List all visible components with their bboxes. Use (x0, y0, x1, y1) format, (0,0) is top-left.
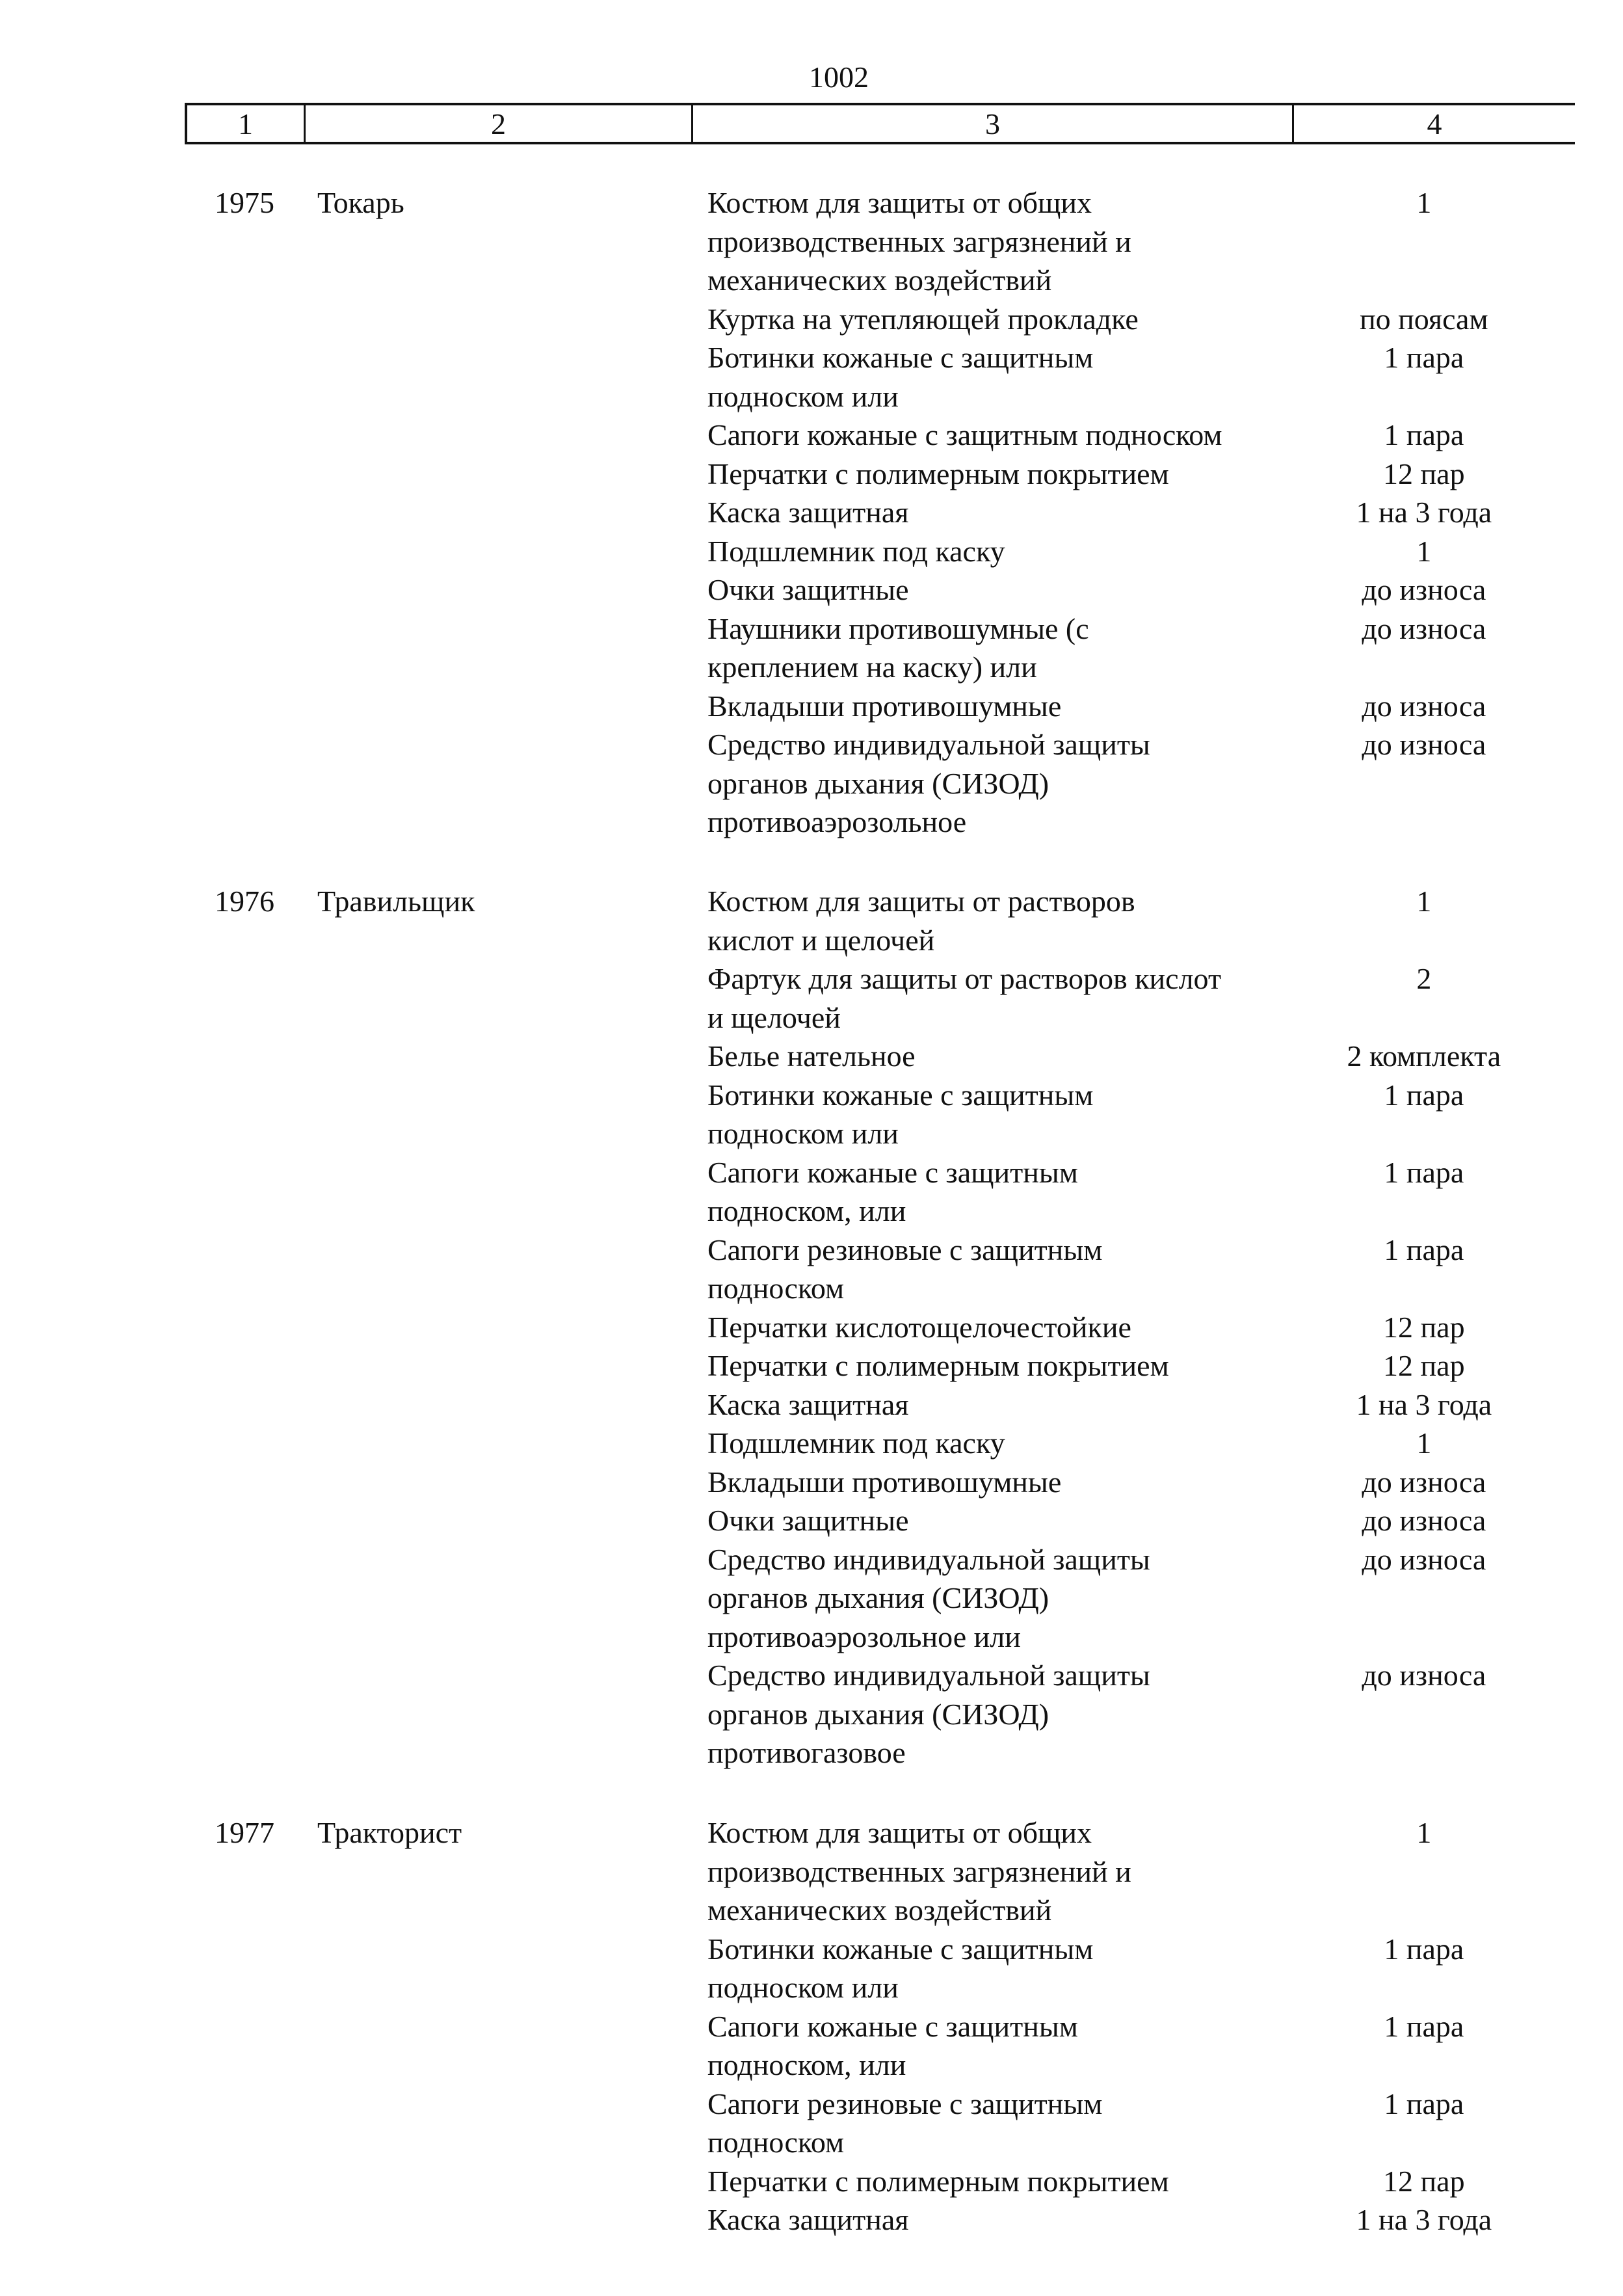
issue-norm: 12 пар (1383, 2164, 1465, 2198)
issue-norm: 1 пара (1384, 1155, 1464, 1189)
issue-norm: до износа (1362, 573, 1486, 606)
issue-norm: 1 пара (1384, 341, 1464, 374)
profession-name: Травильщик (317, 885, 475, 918)
equipment-name: Средство индивидуальной защиты органов дыхания (СИЗОД) противоаэрозольное (707, 728, 1150, 838)
equipment-name: Сапоги кожаные с защитным подноском, или (707, 1155, 1078, 1227)
equipment-row (707, 1813, 1553, 1930)
equipment-row (707, 725, 1553, 842)
issue-norm: до износа (1362, 1504, 1486, 1537)
equipment-name: Ботинки кожаные с защитным подноском или (707, 1078, 1094, 1150)
equipment-row (707, 416, 1553, 455)
issue-norm: 1 пара (1384, 1078, 1464, 1112)
equipment-name: Перчатки с полимерным покрытием (707, 2164, 1169, 2198)
equipment-name: Ботинки кожаные с защитным подноском или (707, 341, 1094, 413)
equipment-name: Сапоги резиновые с защитным подноском (707, 2087, 1103, 2159)
equipment-name: Сапоги кожаные с защитным подноском, или (707, 2009, 1078, 2081)
equipment-name: Сапоги кожаные с защитным подноском (707, 418, 1222, 451)
equipment-name: Очки защитные (707, 573, 909, 606)
issue-norm: 2 комплекта (1347, 1039, 1501, 1073)
issue-norm: до износа (1362, 1542, 1486, 1576)
equipment-name: Куртка на утепляющей прокладке (707, 302, 1139, 336)
issue-norm: 2 (1416, 962, 1432, 995)
equipment-name: Каска защитная (707, 496, 909, 529)
equipment-name: Вкладыши противошумные (707, 689, 1062, 723)
issue-norm: 1 пара (1384, 2009, 1464, 2043)
table-header (185, 103, 1575, 144)
issue-norm: 1 пара (1384, 418, 1464, 451)
issue-norm: до износа (1362, 1465, 1486, 1499)
header-col-4: 4 (1427, 107, 1442, 140)
equipment-name: Наушники противошумные (с креплением на каску) или (707, 611, 1089, 684)
equipment-name: Перчатки с полимерным покрытием (707, 1349, 1169, 1382)
equipment-row (707, 1385, 1553, 1424)
issue-norm: до износа (1362, 611, 1486, 645)
profession-code: 1976 (215, 885, 274, 918)
equipment-list (707, 183, 1553, 842)
issue-norm: 12 пар (1383, 457, 1465, 490)
issue-norm: 1 на 3 года (1356, 1387, 1492, 1421)
equipment-name: Сапоги резиновые с защитным подноском (707, 1233, 1103, 1305)
equipment-row (707, 1308, 1553, 1347)
issue-norm: до износа (1362, 689, 1486, 723)
equipment-row (707, 532, 1553, 571)
equipment-name: Подшлемник под каску (707, 534, 1005, 568)
issue-norm: 1 (1416, 885, 1432, 918)
issue-norm: 1 пара (1384, 1233, 1464, 1266)
header-col-3: 3 (693, 105, 1294, 142)
equipment-row (707, 1231, 1553, 1308)
equipment-name: Белье нательное (707, 1039, 916, 1073)
equipment-row (707, 1153, 1553, 1231)
header-col-2: 2 (306, 105, 693, 142)
equipment-row (707, 2007, 1553, 2085)
equipment-row (707, 300, 1553, 339)
equipment-row (707, 1501, 1553, 1540)
issue-norm: 1 на 3 года (1356, 496, 1492, 529)
equipment-name: Вкладыши противошумные (707, 1465, 1062, 1499)
equipment-row (707, 609, 1553, 687)
equipment-list (707, 882, 1553, 1772)
equipment-row (707, 2200, 1553, 2239)
issue-norm: 12 пар (1383, 1349, 1465, 1382)
profession-code: 1975 (215, 186, 274, 219)
page-number: 1002 (809, 60, 869, 94)
issue-norm: 12 пар (1383, 1310, 1465, 1344)
issue-norm: до износа (1362, 728, 1486, 761)
equipment-row (707, 2085, 1553, 2162)
equipment-name: Костюм для защиты от общих производственных загрязнений и механических воздействий (707, 186, 1131, 297)
issue-norm: до износа (1362, 1659, 1486, 1692)
issue-norm: 1 (1416, 186, 1432, 219)
equipment-list (707, 1813, 1553, 2239)
equipment-row (707, 1930, 1553, 2007)
equipment-row (707, 1656, 1553, 1772)
equipment-row (707, 1076, 1553, 1153)
equipment-name: Очки защитные (707, 1504, 909, 1537)
equipment-row (707, 1463, 1553, 1502)
equipment-row (707, 338, 1553, 416)
equipment-name: Ботинки кожаные с защитным подноском или (707, 1932, 1094, 2004)
equipment-row (707, 1037, 1553, 1076)
header-col-1: 1 (187, 105, 306, 142)
equipment-name: Фартук для защиты от растворов кислот и щелочей (707, 962, 1222, 1034)
equipment-name: Подшлемник под каску (707, 1426, 1005, 1460)
profession-name: Токарь (317, 186, 404, 219)
issue-norm: по поясам (1360, 302, 1488, 336)
equipment-name: Средство индивидуальной защиты органов дыхания (СИЗОД) противогазовое (707, 1659, 1150, 1769)
equipment-row (707, 1424, 1553, 1463)
equipment-row (707, 455, 1553, 494)
issue-norm: 1 (1416, 1426, 1432, 1460)
equipment-name: Перчатки кислотощелочестойкие (707, 1310, 1131, 1344)
profession-code: 1977 (215, 1816, 274, 1849)
equipment-row (707, 1540, 1553, 1657)
equipment-row (707, 570, 1553, 609)
equipment-row (707, 959, 1553, 1037)
equipment-row (707, 493, 1553, 532)
equipment-row (707, 2162, 1553, 2201)
equipment-row (707, 1346, 1553, 1385)
issue-norm: 1 (1416, 1816, 1432, 1849)
equipment-name: Каска защитная (707, 2203, 909, 2236)
equipment-name: Костюм для защиты от общих производственных загрязнений и механических воздействий (707, 1816, 1131, 1927)
issue-norm: 1 (1416, 534, 1432, 568)
equipment-name: Перчатки с полимерным покрытием (707, 457, 1169, 490)
equipment-name: Средство индивидуальной защиты органов дыхания (СИЗОД) противоаэрозольное или (707, 1542, 1150, 1653)
equipment-name: Костюм для защиты от растворов кислот и щелочей (707, 885, 1135, 957)
equipment-row (707, 882, 1553, 959)
equipment-row (707, 687, 1553, 726)
issue-norm: 1 на 3 года (1356, 2203, 1492, 2236)
equipment-name: Каска защитная (707, 1387, 909, 1421)
profession-name: Тракторист (317, 1816, 462, 1849)
issue-norm: 1 пара (1384, 2087, 1464, 2120)
equipment-row (707, 183, 1553, 300)
issue-norm: 1 пара (1384, 1932, 1464, 1966)
